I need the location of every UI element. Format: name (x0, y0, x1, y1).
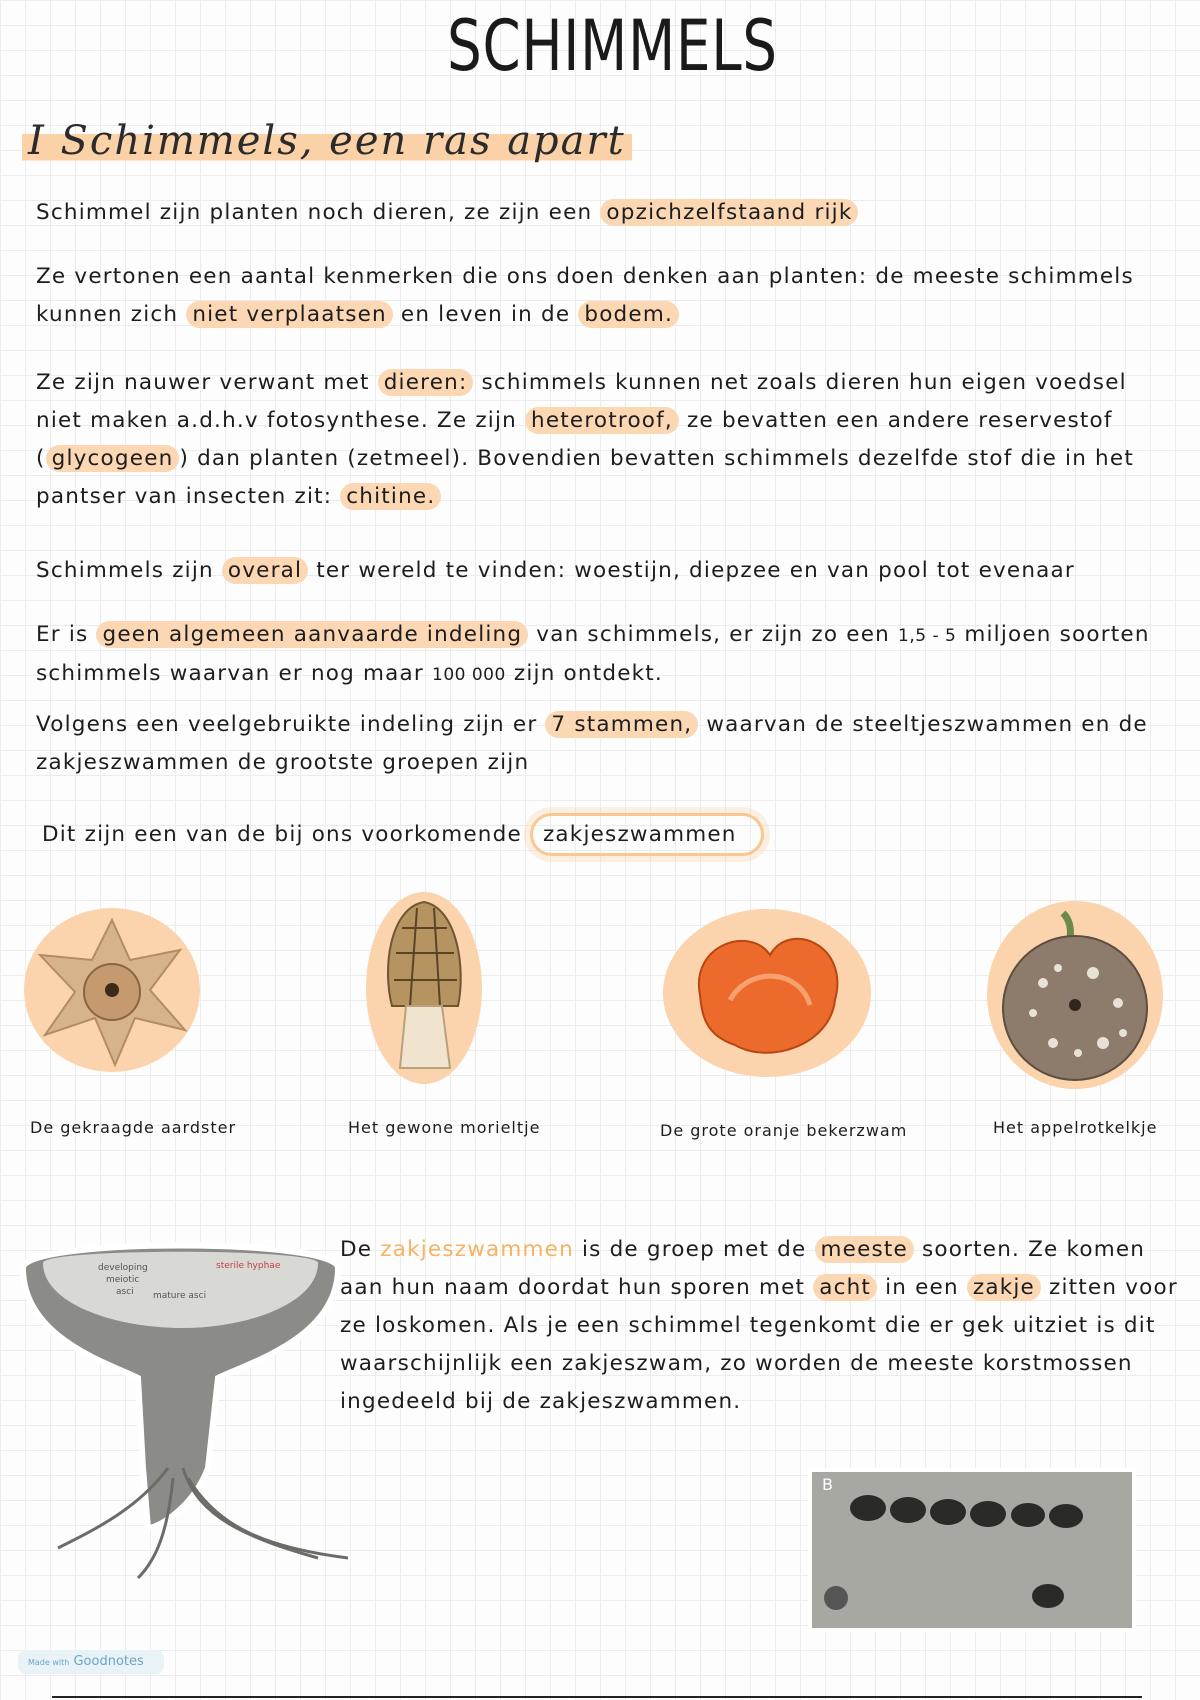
text: van schimmels, er zijn zo een (528, 622, 898, 647)
section-heading: I Schimmels, een ras apart (22, 118, 632, 164)
caption-earthstar: De gekraagde aardster (30, 1118, 237, 1137)
apple-rot-image (983, 893, 1168, 1093)
highlight: niet verplaatsen (186, 301, 393, 328)
text: ter wereld te vinden: woestijn, diepzee en van pool tot evenaar (308, 558, 1075, 583)
highlight: meeste (815, 1236, 914, 1263)
paragraph-7 (42, 816, 1182, 854)
highlight: opzichzelfstaand rijk (600, 199, 858, 226)
paragraph-6 (36, 706, 1176, 782)
highlight: heterotroof, (525, 407, 679, 434)
made-with-label: Made with (28, 1658, 70, 1667)
text: Ze vertonen een aantal kenmerken die ons doen denken aan planten: de meeste schimmels kunnen zich (36, 264, 1134, 327)
text: Volgens een veelgebruikte indeling zijn er (36, 712, 546, 737)
caption-orange-cup: De grote oranje bekerzwam (660, 1121, 908, 1140)
orange-word: zakjeszwammen (380, 1237, 574, 1262)
divider (52, 1696, 1142, 1698)
micro-label: B (822, 1475, 833, 1494)
highlight: bodem. (578, 301, 679, 328)
text: Schimmels zijn (36, 558, 222, 583)
text: Schimmel zijn planten noch dieren, ze zijn een (36, 200, 601, 225)
highlight: chitine. (340, 483, 441, 510)
text: is de groep met de (573, 1237, 815, 1262)
highlight: acht (813, 1274, 877, 1301)
ascocarp-diagram (18, 1228, 353, 1583)
text: in een (877, 1275, 967, 1300)
text: Ze zijn nauwer verwant met (36, 370, 378, 395)
diagram-label-mature: mature asci (153, 1291, 207, 1301)
highlight: 7 stammen, (545, 711, 698, 738)
caption-morel: Het gewone morieltje (348, 1118, 541, 1137)
number-count: 100 000 (432, 665, 506, 685)
highlight: overal (222, 557, 308, 584)
paragraph-8 (340, 1231, 1180, 1421)
paragraph-1 (36, 194, 1176, 232)
morel-image (362, 888, 487, 1088)
text: ) dan planten (zetmeel). Bovendien bevatten schimmels dezelfde stof die in het pantser van insecten zit: (36, 446, 1134, 509)
text: zijn ontdekt. (505, 661, 663, 686)
paragraph-3 (36, 364, 1176, 516)
goodnotes-badge (18, 1650, 164, 1674)
text: Er is (36, 622, 97, 647)
diagram-label-asci: asci (116, 1287, 134, 1297)
text: miljoen soorten schimmels waarvan er nog maar (36, 622, 1150, 686)
number-range: 1,5 - 5 (898, 626, 957, 646)
paragraph-5 (36, 616, 1176, 694)
orange-cup-fungus-image (660, 905, 875, 1080)
text: soorten. Ze komen aan hun naam doordat hun sporen met (340, 1237, 1146, 1300)
brand-label: Goodnotes (73, 1654, 144, 1669)
diagram-label-developing: developing (98, 1263, 148, 1273)
text: zitten voor ze loskomen. Als je een schimmel tegenkomt die er gek uitziet is dit waarschijnlijk een zakjeszwam, zo worden de meeste korstmossen ingedeeld bij de zakjeszwammen. (340, 1275, 1178, 1414)
page-title: SCHIMMELS (447, 5, 778, 87)
microscope-image (808, 1468, 1136, 1633)
paragraph-4 (36, 552, 1176, 590)
text: schimmels kunnen net zoals dieren hun eigen voedsel niet maken a.d.h.v fotosynthese. Ze zijn (36, 370, 1127, 433)
earthstar-image (20, 900, 205, 1075)
highlight: geen algemeen aanvaarde indeling (96, 621, 528, 648)
highlight: zakje (967, 1274, 1041, 1301)
text: waarvan de steeltjeszwammen en de zakjeszwammen de grootste groepen zijn (36, 712, 1148, 775)
text: De (340, 1237, 381, 1262)
highlight: glycogeen (46, 445, 180, 472)
text: ze bevatten een andere reservestof ( (36, 408, 1113, 471)
text: Dit zijn een van de bij ons voorkomende (42, 822, 530, 847)
cloud-highlight: zakjeszwammen (530, 813, 764, 856)
diagram-label-sterile: sterile hyphae (216, 1261, 281, 1271)
diagram-label-meiotic: meiotic (106, 1275, 140, 1285)
paragraph-2 (36, 258, 1176, 334)
caption-apple-rot: Het appelrotkelkje (993, 1118, 1158, 1137)
text: en leven in de (392, 302, 579, 327)
highlight: dieren: (378, 369, 474, 396)
